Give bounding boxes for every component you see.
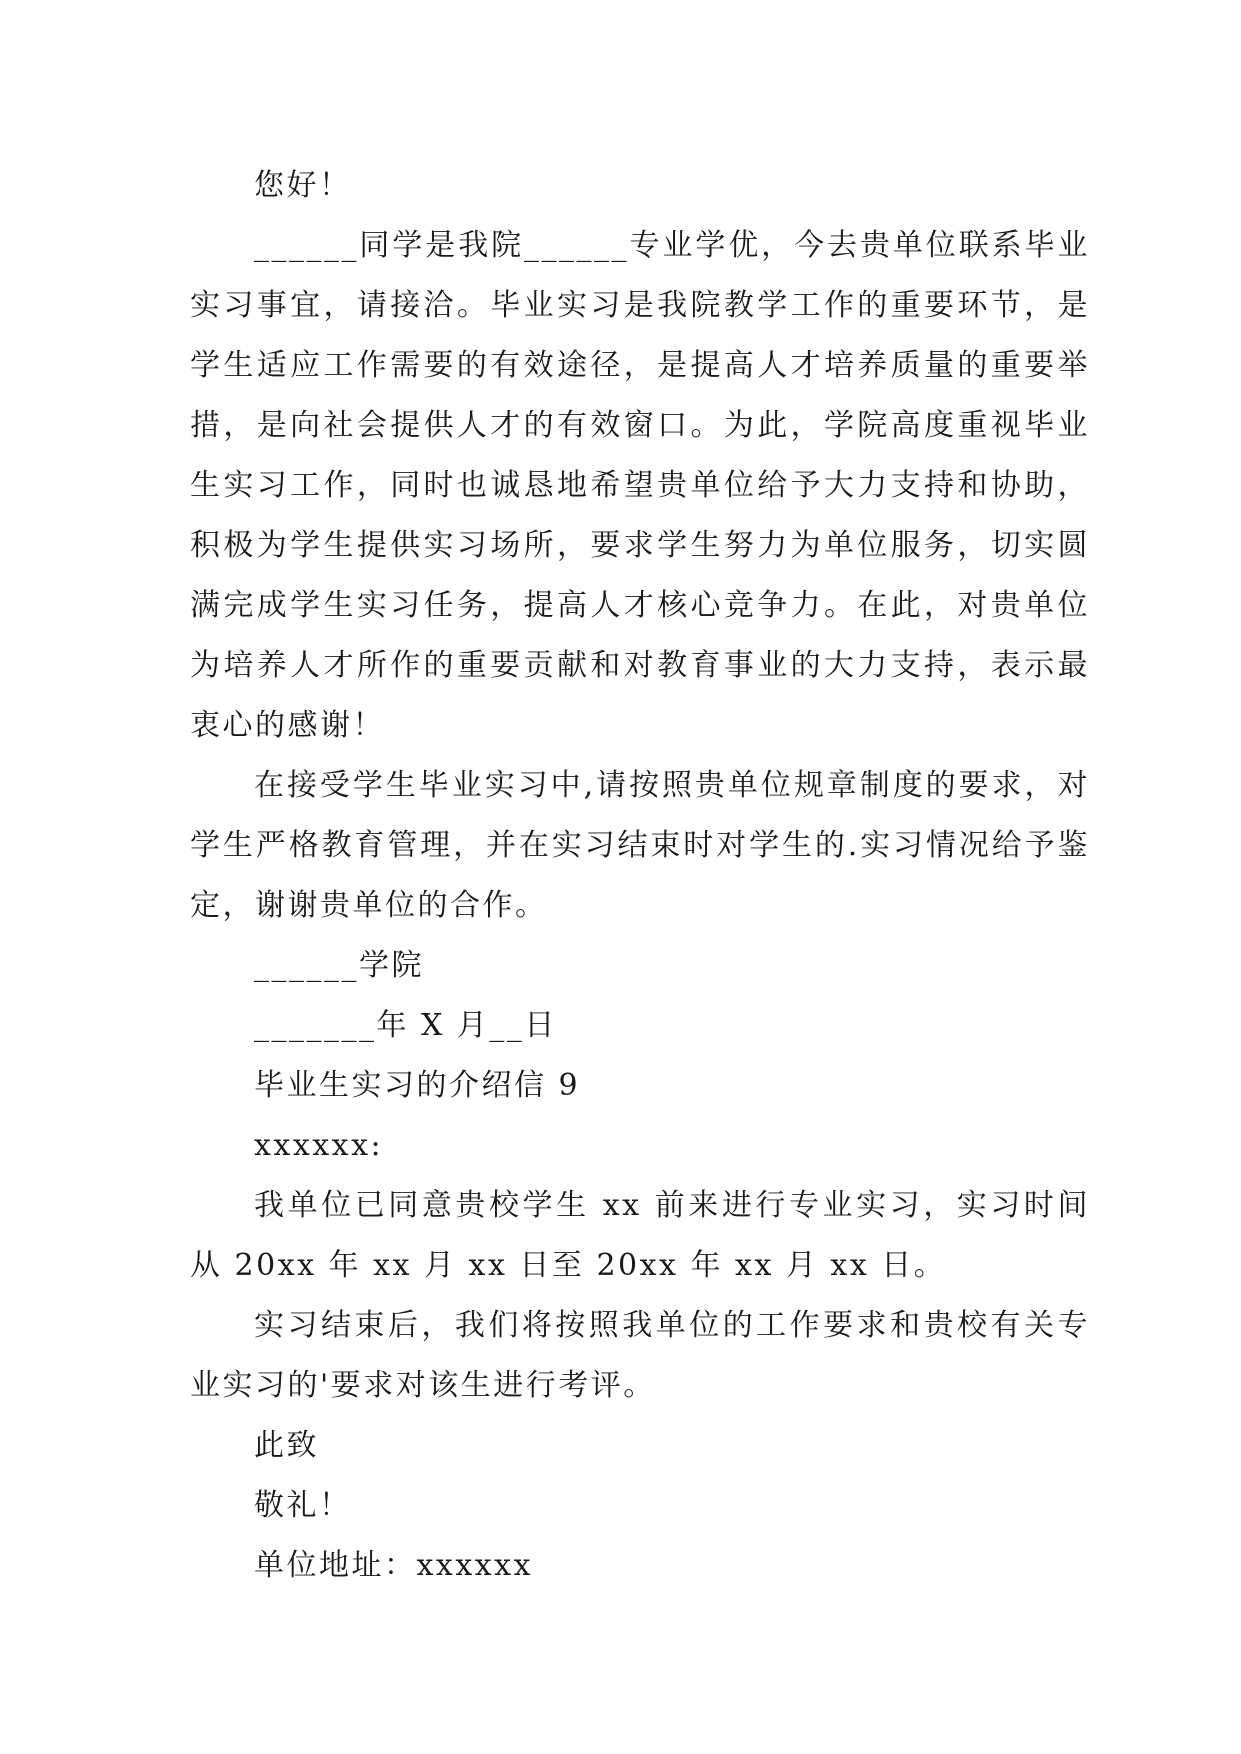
letter-paragraph: 我单位已同意贵校学生 xx 前来进行专业实习，实习时间从 20xx 年 xx 月 xx 日至 20xx 年 xx 月 xx 日。	[190, 1188, 1090, 1283]
letter-paragraph: 实习结束后，我们将按照我单位的工作要求和贵校有关专业实习的'要求对该生进行考评。	[190, 1308, 1090, 1403]
closing-regards: 敬礼！	[254, 1488, 352, 1523]
addressee: xxxxxx:	[254, 1128, 384, 1163]
letter-paragraph: 在接受学生毕业实习中,请按照贵单位规章制度的要求，对学生严格教育管理，并在实习结束时对学生的.实习情况给予鉴定，谢谢贵单位的合作。	[190, 768, 1090, 923]
signature-date: _______年 X 月__日	[254, 1008, 557, 1043]
unit-address: 单位地址：xxxxxx	[254, 1548, 534, 1583]
letter-paragraph: ______同学是我院______专业学优，今去贵单位联系毕业实习事宜，请接洽。毕业实习是我院教学工作的重要环节，是学生适应工作需要的有效途径，是提高人才培养质量的重要举措，是向社会提供人才的有效窗口。为此，学院高度重视毕业生实习工作，同时也诚恳地希望贵单位给予大力支持和协助，积极为学生提供实习场所，要求学生努力为单位服务，切实圆满完成学生实习任务，提高人才核心竞争力。在此，对贵单位为培养人才所作的重要贡献和对教育事业的大力支持，表示最衷心的感谢！	[190, 228, 1090, 743]
document-body	[190, 156, 1090, 1596]
signature-college: ______学院	[254, 948, 424, 983]
section-title: 毕业生实习的介绍信 9	[254, 1068, 581, 1103]
greeting: 您好！	[254, 168, 352, 203]
closing-salutation: 此致	[254, 1428, 319, 1463]
